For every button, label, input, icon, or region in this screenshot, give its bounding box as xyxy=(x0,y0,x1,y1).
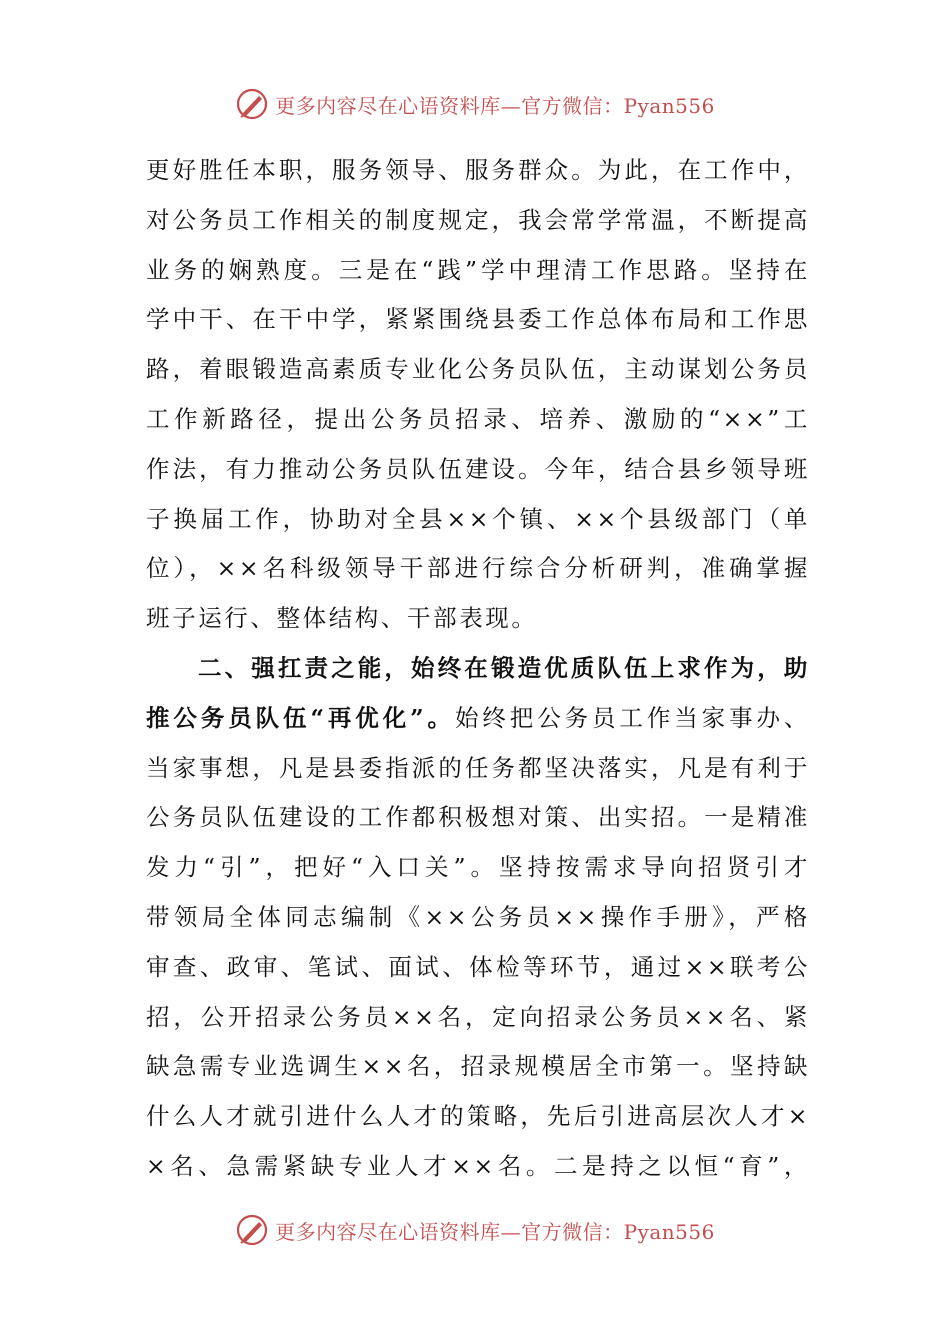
section-text: 始终把公务员工作当家事办、 xyxy=(454,703,810,732)
paragraph-line: 作法，有力推动公务员队伍建设。今年，结合县乡领导班 xyxy=(146,454,810,483)
paragraph-line: 招，公开招录公务员××名，定向招录公务员××名、紧 xyxy=(146,1002,810,1031)
header-banner xyxy=(0,84,950,124)
footer-banner-text: 更多内容尽在心语资料库—官方微信：Pyan556 xyxy=(275,1219,715,1244)
paragraph-line: 审查、政审、笔试、面试、体检等环节，通过××联考公 xyxy=(146,952,810,981)
paragraph-line: 班子运行、整体结构、干部表现。 xyxy=(146,604,538,633)
paragraph-line: 位），××名科级领导干部进行综合分析研判，准确掌握 xyxy=(146,554,810,583)
pen-logo-icon xyxy=(235,87,269,121)
section-heading: 二、强扛责之能，始终在锻造优质队伍上求作为，助 xyxy=(198,653,810,682)
header-banner-text: 更多内容尽在心语资料库—官方微信：Pyan556 xyxy=(275,93,715,118)
paragraph-line: 工作新路径，提出公务员招录、培养、激励的“××”工 xyxy=(146,404,810,433)
pen-logo-icon xyxy=(235,1213,269,1247)
paragraph-line: 带领局全体同志编制《××公务员××操作手册》，严格 xyxy=(146,902,810,931)
section-heading-continued xyxy=(146,694,810,744)
paragraph-line: 缺急需专业选调生××名，招录规模居全市第一。坚持缺 xyxy=(146,1052,810,1081)
paragraph-line: 子换届工作，协助对全县××个镇、××个县级部门（单 xyxy=(146,504,810,533)
paragraph-line: 路，着眼锻造高素质专业化公务员队伍，主动谋划公务员 xyxy=(146,355,810,384)
footer-banner xyxy=(0,1210,950,1250)
document-body xyxy=(146,146,810,1192)
paragraph-line: 发力“引”，把好“入口关”。坚持按需求导向招贤引才 xyxy=(146,853,810,882)
section-heading-bold: 推公务员队伍“再优化”。 xyxy=(146,703,455,732)
paragraph-line: 对公务员工作相关的制度规定，我会常学常温，不断提高 xyxy=(146,205,810,234)
paragraph-line: 业务的娴熟度。三是在“践”学中理清工作思路。坚持在 xyxy=(146,255,810,284)
paragraph-line: 什么人才就引进什么人才的策略，先后引进高层次人才× xyxy=(146,1102,810,1131)
paragraph-line: 学中干、在干中学，紧紧围绕县委工作总体布局和工作思 xyxy=(146,305,810,334)
paragraph-line: 公务员队伍建设的工作都积极想对策、出实招。一是精准 xyxy=(146,803,810,832)
paragraph-line: 更好胜任本职，服务领导、服务群众。为此，在工作中， xyxy=(146,156,810,184)
paragraph-line: 当家事想，凡是县委指派的任务都坚决落实，凡是有利于 xyxy=(146,753,810,782)
paragraph-line: ×名、急需紧缺专业人才××名。二是持之以恒“育”， xyxy=(146,1151,810,1180)
